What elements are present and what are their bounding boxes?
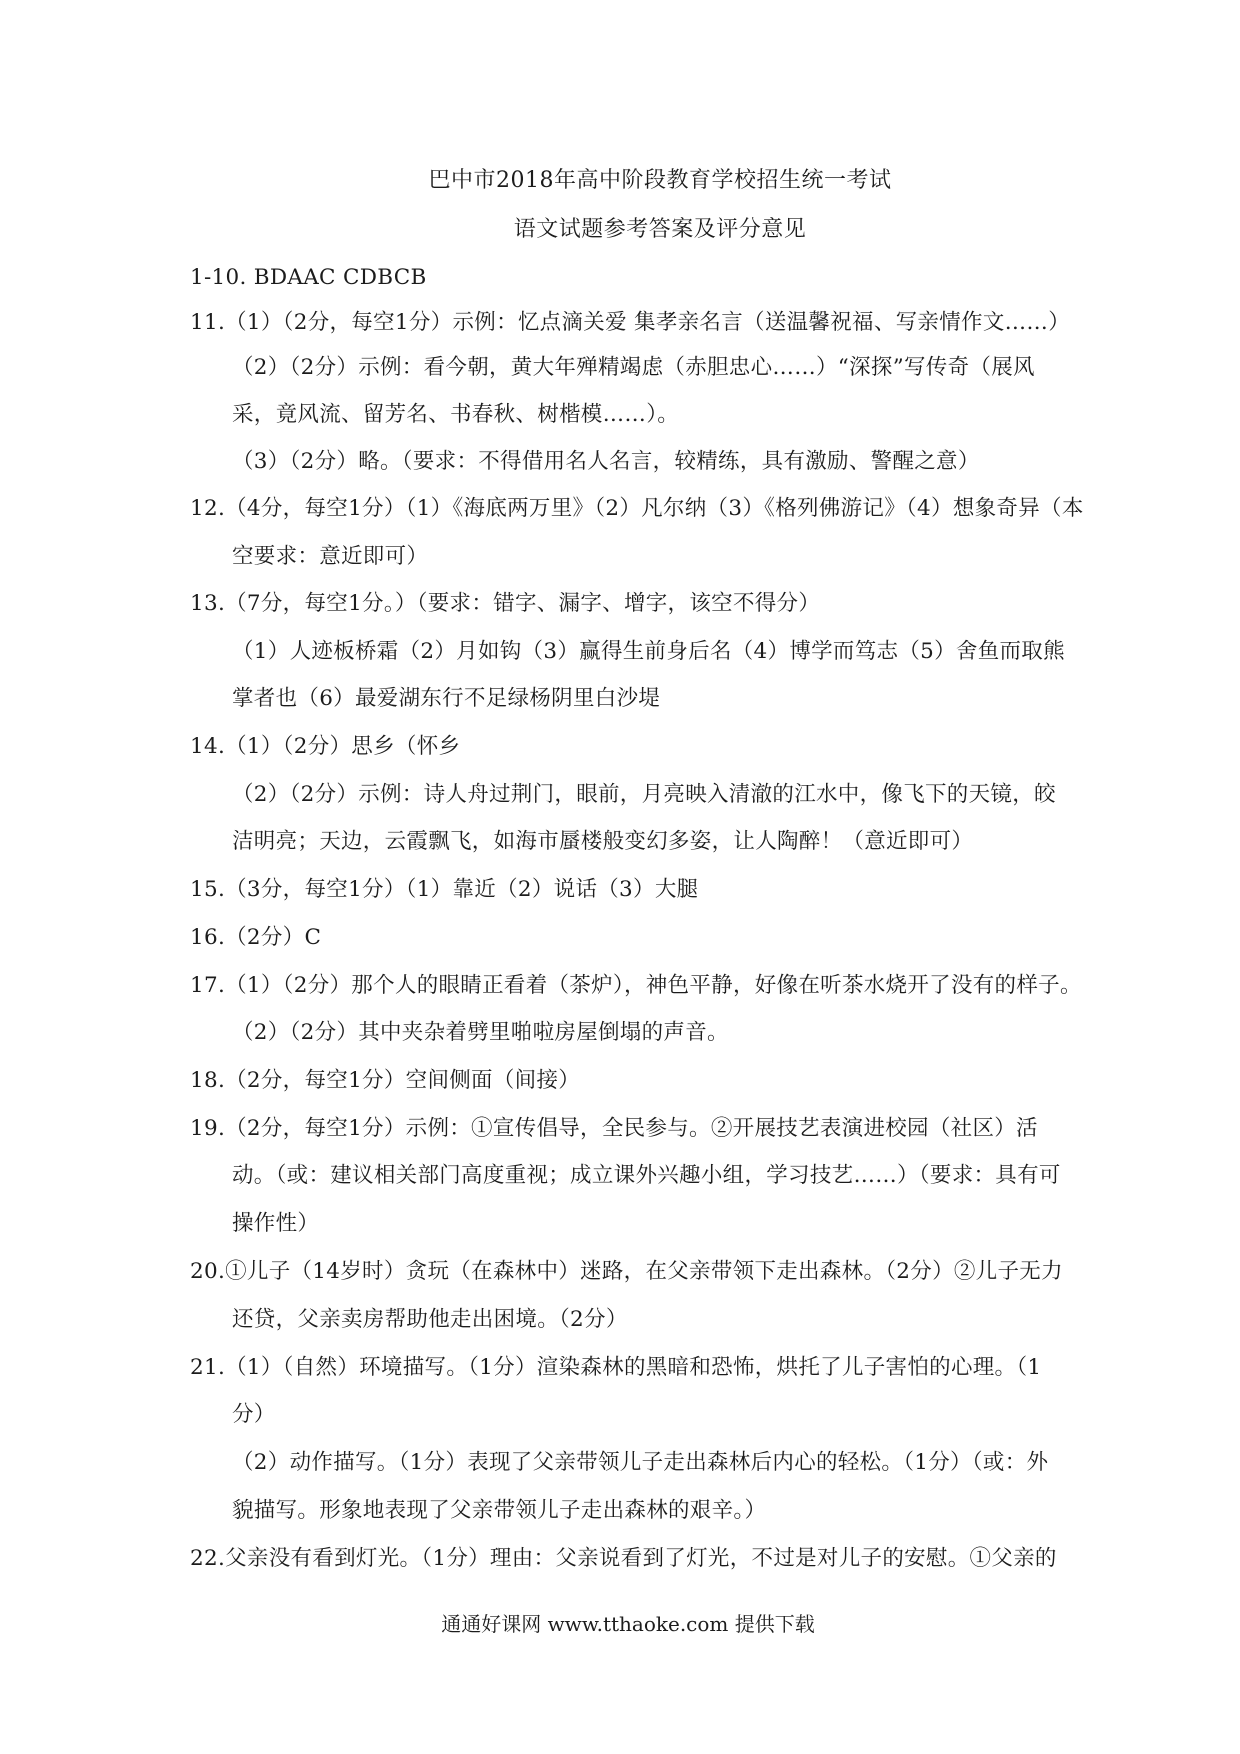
exam-title: 巴中市2018年高中阶段教育学校招生统一考试 — [428, 168, 892, 193]
exam-subtitle: 语文试题参考答案及评分意见 — [513, 217, 807, 242]
answer-line-16: 16.（2分）C — [190, 925, 322, 950]
answer-line-17-2: （2）（2分）其中夹杂着劈里啪啦房屋倒塌的声音。 — [232, 1020, 729, 1045]
answer-line-11: 11.（1）（2分，每空1分）示例：忆点滴关爱 集孝亲名言（送温馨祝福、写亲情作文……） — [190, 310, 1071, 335]
answer-line-21-2b: 貌描写。形象地表现了父亲带领儿子走出森林的艰辛。） — [232, 1498, 767, 1523]
answer-line-20b: 还贷，父亲卖房帮助他走出困境。（2分） — [232, 1307, 628, 1332]
answer-line-20a: 20.①儿子（14岁时）贪玩（在森林中）迷路，在父亲带领下走出森林。（2分）②儿子无力 — [190, 1259, 1063, 1284]
answer-line-21b: 分） — [232, 1402, 276, 1427]
answer-line-11-2b: 采，竟风流、留芳名、书春秋、树楷模……）。 — [232, 402, 680, 427]
answer-line-19a: 19.（2分，每空1分）示例：①宣传倡导，全民参与。②开展技艺表演进校园（社区）活 — [190, 1116, 1038, 1141]
answer-line-15: 15.（3分，每空1分）（1）靠近（2）说话（3）大腿 — [190, 877, 699, 902]
answer-line-12a: 12.（4分，每空1分）（1）《海底两万里》（2）凡尔纳（3）《格列佛游记》（4）想象奇异（本 — [190, 496, 1084, 521]
answer-line-12b: 空要求：意近即可） — [232, 544, 429, 569]
answer-line-13: 13.（7分，每空1分。）（要求：错字、漏字、增字，该空不得分） — [190, 591, 821, 616]
answer-line-13b: 掌者也（6）最爱湖东行不足绿杨阴里白沙堤 — [232, 686, 661, 711]
answer-line-11-3: （3）（2分）略。（要求：不得借用名人名言，较精练，具有激励、警醒之意） — [232, 449, 980, 474]
answer-line-19c: 操作性） — [232, 1211, 320, 1236]
answer-line-1-10: 1-10. BDAAC CDBCB — [190, 265, 427, 290]
answer-line-14: 14.（1）（2分）思乡（怀乡 — [190, 734, 461, 759]
answer-line-22: 22.父亲没有看到灯光。（1分）理由：父亲说看到了灯光，不过是对儿子的安慰。①父亲的 — [190, 1546, 1057, 1571]
answer-line-19b: 动。（或：建议相关部门高度重视；成立课外兴趣小组，学习技艺……）（要求：具有可 — [232, 1163, 1061, 1188]
answer-line-18: 18.（2分，每空1分）空间侧面（间接） — [190, 1068, 581, 1093]
download-source-footer: 通通好课网 www.tthaoke.com 提供下载 — [441, 1612, 815, 1636]
answer-line-21-2a: （2）动作描写。（1分）表现了父亲带领儿子走出森林后内心的轻松。（1分）（或：外 — [232, 1450, 1049, 1475]
answer-line-21a: 21.（1）（自然）环境描写。（1分）渲染森林的黑暗和恐怖，烘托了儿子害怕的心理。（1 — [190, 1355, 1042, 1380]
answer-line-17: 17.（1）（2分）那个人的眼睛正看着（茶炉），神色平静，好像在听茶水烧开了没有的样子。 — [190, 973, 1082, 998]
answer-line-11-2a: （2）（2分）示例：看今朝，黄大年殚精竭虑（赤胆忠心……）“深探”写传奇（展风 — [232, 355, 1035, 380]
answer-line-14-2b: 洁明亮；天边，云霞飘飞，如海市蜃楼般变幻多姿，让人陶醉！（意近即可） — [232, 829, 974, 854]
answer-line-13a: （1）人迹板桥霜（2）月如钩（3）赢得生前身后名（4）博学而笃志（5）舍鱼而取熊 — [232, 639, 1065, 664]
answer-line-14-2a: （2）（2分）示例：诗人舟过荆门，眼前，月亮映入清澈的江水中，像飞下的天镜，皎 — [232, 782, 1056, 807]
